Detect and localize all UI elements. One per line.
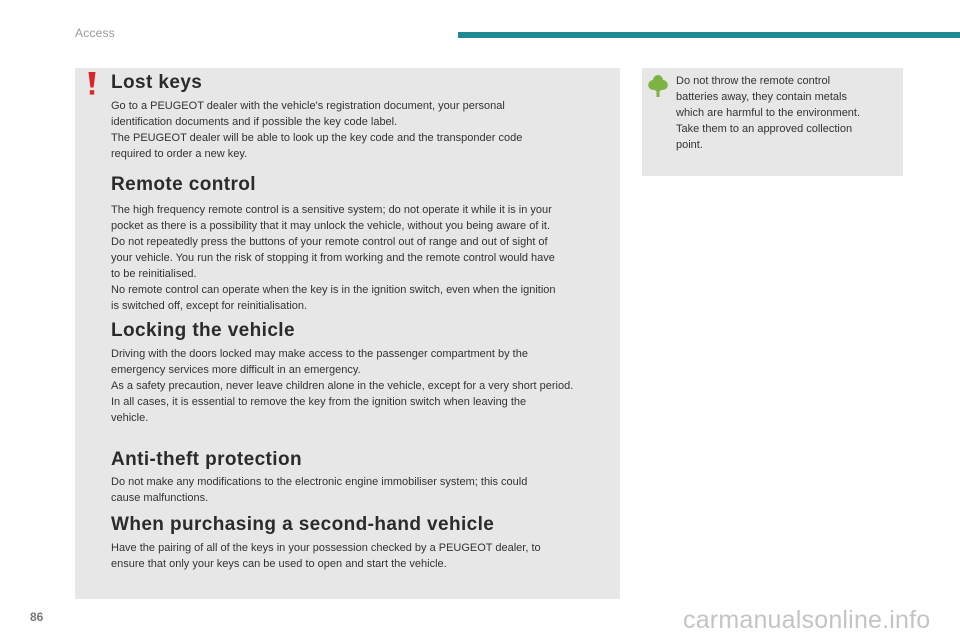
text-line: to be reinitialised. xyxy=(111,268,197,280)
exclamation-icon xyxy=(87,72,97,96)
text-line: Driving with the doors locked may make access to the passenger compartment by the xyxy=(111,348,528,360)
paragraph-remote-control xyxy=(111,202,611,314)
text-line: Have the pairing of all of the keys in your possession checked by a PEUGEOT dealer, to xyxy=(111,542,541,554)
text-line: required to order a new key. xyxy=(111,148,248,160)
text-line: Do not make any modifications to the electronic engine immobiliser system; this could xyxy=(111,476,528,488)
heading-remote-control: Remote control xyxy=(111,174,256,195)
tree-icon xyxy=(648,74,668,98)
watermark: carmanualsonline.info xyxy=(683,606,931,634)
text-line: Go to a PEUGEOT dealer with the vehicle's registration document, your personal xyxy=(111,100,505,112)
paragraph-anti-theft xyxy=(111,474,611,506)
page-number: 86 xyxy=(30,610,44,624)
section-title: Access xyxy=(75,26,115,40)
heading-lost-keys: Lost keys xyxy=(111,72,203,93)
heading-second-hand: When purchasing a second-hand vehicle xyxy=(111,514,495,535)
text-line: Take them to an approved collection xyxy=(676,123,853,135)
environment-box xyxy=(642,68,903,176)
text-line: No remote control can operate when the key is in the ignition switch, even when the ignition xyxy=(111,284,556,296)
text-line: Do not repeatedly press the buttons of your remote control out of range and out of sight of xyxy=(111,236,548,248)
text-line: which are harmful to the environment. xyxy=(676,107,861,119)
text-line: identification documents and if possible the key code label. xyxy=(111,116,398,128)
paragraph-locking-vehicle xyxy=(111,346,611,426)
environment-text xyxy=(676,73,896,153)
text-line: point. xyxy=(676,139,703,151)
text-line: As a safety precaution, never leave children alone in the vehicle, except for a very short period. xyxy=(111,380,574,392)
text-line: cause malfunctions. xyxy=(111,492,209,504)
text-line: The PEUGEOT dealer will be able to look up the key code and the transponder code xyxy=(111,132,523,144)
paragraph-lost-keys xyxy=(111,98,611,162)
text-line: pocket as there is a possibility that it may unlock the vehicle, without you being aware of it. xyxy=(111,220,551,232)
text-line: The high frequency remote control is a sensitive system; do not operate it while it is in your xyxy=(111,204,552,216)
warning-box xyxy=(75,68,620,599)
text-line: emergency services more difficult in an emergency. xyxy=(111,364,361,376)
text-line: In all cases, it is essential to remove the key from the ignition switch when leaving the xyxy=(111,396,527,408)
heading-locking-vehicle: Locking the vehicle xyxy=(111,320,295,341)
text-line: vehicle. xyxy=(111,412,149,424)
section-color-bar xyxy=(458,32,960,38)
heading-anti-theft: Anti-theft protection xyxy=(111,449,302,470)
paragraph-second-hand xyxy=(111,540,611,572)
text-line: batteries away, they contain metals xyxy=(676,91,847,103)
text-line: is switched off, except for reinitialisation. xyxy=(111,300,308,312)
text-line: your vehicle. You run the risk of stopping it from working and the remote control would have xyxy=(111,252,555,264)
text-line: ensure that only your keys can be used to open and start the vehicle. xyxy=(111,558,447,570)
text-line: Do not throw the remote control xyxy=(676,75,831,87)
